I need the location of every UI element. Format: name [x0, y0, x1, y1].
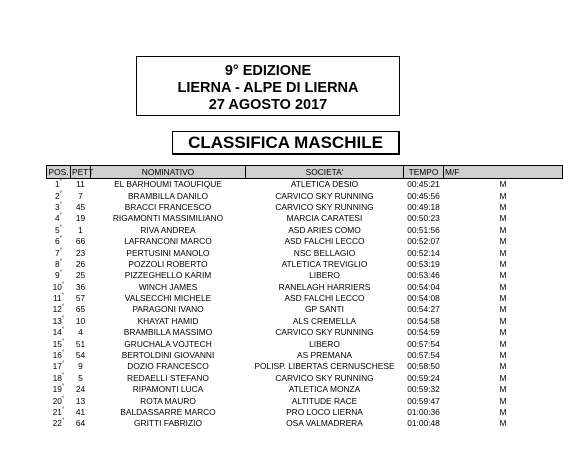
cell-bib: 41	[75, 407, 86, 417]
ordinal-mark: °	[61, 338, 65, 345]
cell-time: 00:54:58	[407, 315, 440, 326]
cell-bib: 24	[75, 384, 86, 395]
table-row	[47, 225, 563, 236]
cell-time: 00:53:46	[407, 270, 440, 281]
col-header-name: NOMINATIVO	[91, 166, 246, 179]
cell-time: 01:00:48	[407, 418, 440, 429]
table-row	[47, 384, 563, 395]
cell-bib: 4	[78, 327, 83, 338]
cell-team: ATLETICA DESIO	[290, 179, 359, 190]
cell-name: WINCH JAMES	[138, 281, 198, 292]
table-row	[47, 338, 563, 349]
cell-name: DOZIO FRANCESCO	[127, 361, 209, 372]
position-number: 6	[54, 236, 60, 247]
cell-position	[47, 190, 71, 201]
cell-bib: 1	[78, 224, 83, 235]
cell-team: POLISP. LIBERTAS CERNUSCHESE	[254, 361, 395, 372]
cell-time: 00:50:23	[407, 213, 440, 224]
cell-time: 00:51:56	[407, 224, 440, 235]
ordinal-mark: °	[61, 327, 65, 334]
table-row	[47, 316, 563, 327]
col-header-time: TEMPO	[404, 166, 444, 179]
cell-time: 00:52:07	[407, 236, 440, 247]
position-number: 15	[52, 338, 62, 349]
cell-time: 00:59:24	[407, 372, 440, 383]
cell-position	[47, 316, 71, 327]
cell-team: GP SANTI	[305, 304, 344, 315]
position-number: 13	[52, 315, 62, 326]
cell-category: M	[499, 372, 507, 383]
position-number: 8	[54, 258, 60, 269]
cell-team: LIBERO	[309, 270, 340, 281]
position-number: 1	[54, 179, 60, 190]
cell-position	[47, 338, 71, 349]
table-row	[47, 259, 563, 270]
position-number: 5	[54, 224, 60, 235]
cell-category: M	[499, 270, 507, 281]
ordinal-mark: °	[61, 372, 65, 379]
cell-name: POZZOLI ROBERTO	[128, 258, 208, 269]
event-name: LIERNA - ALPE DI LIERNA	[177, 80, 359, 96]
col-header-bib: PETT	[72, 167, 94, 177]
table-header-row	[47, 166, 563, 179]
cell-bib: 51	[75, 338, 86, 349]
cell-name: PARAGONI IVANO	[132, 304, 204, 315]
cell-name: RIPAMONTI LUCA	[132, 384, 204, 395]
ordinal-mark: °	[59, 247, 63, 254]
cell-bib: 5	[78, 372, 83, 383]
cell-category: M	[499, 418, 507, 429]
cell-name: BALDASSARRE MARCO	[120, 407, 216, 417]
results-table	[46, 165, 563, 430]
cell-position	[47, 395, 71, 406]
cell-team: CARVICO SKY RUNNING	[275, 372, 374, 383]
position-number: 20	[52, 395, 62, 406]
ordinal-mark: °	[59, 179, 63, 186]
table-row	[47, 350, 563, 361]
position-number: 10	[52, 281, 62, 292]
cell-bib: 25	[75, 270, 86, 281]
cell-category: M	[499, 281, 507, 292]
cell-category: M	[499, 213, 507, 224]
position-number: 9	[54, 270, 60, 281]
cell-time: 00:45:21	[407, 179, 440, 190]
cell-position	[47, 179, 71, 191]
cell-team: ALTITUDE RACE	[291, 395, 358, 406]
col-header-team: SOCIETA'	[246, 166, 404, 179]
cell-name: BRACCI FRANCESCO	[124, 201, 212, 212]
cell-team: CARVICO SKY RUNNING	[275, 201, 374, 212]
position-number: 12	[52, 304, 62, 315]
cell-category: M	[499, 224, 507, 235]
cell-position	[47, 361, 71, 372]
cell-bib: 23	[75, 247, 86, 258]
cell-bib: 45	[75, 201, 86, 212]
cell-team: LIBERO	[309, 338, 340, 349]
cell-name: VALSECCHI MICHELE	[124, 293, 212, 304]
position-number: 22	[52, 418, 62, 429]
cell-name: RIGAMONTI MASSIMILIANO	[112, 213, 224, 224]
table-row	[47, 327, 563, 338]
cell-team: ASD FALCHI LECCO	[284, 236, 365, 247]
position-number: 7	[54, 247, 60, 258]
ordinal-mark: °	[59, 270, 63, 277]
cell-bib: 66	[75, 236, 86, 247]
cell-category: M	[499, 384, 507, 395]
table-row	[47, 395, 563, 406]
cell-team: CARVICO SKY RUNNING	[275, 327, 374, 338]
cell-position	[47, 236, 71, 247]
cell-category: M	[499, 407, 507, 417]
cell-name: KHAYAT HAMID	[137, 315, 199, 326]
ordinal-mark: °	[61, 384, 65, 391]
cell-team: ATLETICA MONZA	[288, 384, 361, 395]
col-header-pos: POS.	[48, 167, 69, 177]
ordinal-mark: °	[59, 190, 63, 197]
cell-position	[47, 259, 71, 270]
position-number: 2	[54, 190, 60, 201]
table-row	[47, 361, 563, 372]
cell-position	[47, 304, 71, 315]
cell-name: RIVA ANDREA	[140, 224, 196, 235]
cell-category: M	[499, 190, 507, 201]
table-row	[47, 213, 563, 224]
cell-bib: 13	[75, 395, 86, 406]
cell-category: M	[499, 258, 507, 269]
ordinal-mark: °	[59, 258, 63, 265]
cell-team: ATLETICA TREVIGLIO	[281, 258, 368, 269]
cell-position	[47, 213, 71, 224]
cell-category: M	[499, 201, 507, 212]
cell-position	[47, 373, 71, 384]
table-row	[47, 202, 563, 213]
cell-category: M	[499, 304, 507, 315]
table-row	[47, 179, 563, 191]
cell-position	[47, 270, 71, 281]
ordinal-mark: °	[61, 361, 65, 368]
cell-bib: 19	[75, 213, 86, 224]
cell-team: RANELAGH HARRIERS	[278, 281, 371, 292]
classification-title: CLASSIFICA MASCHILE	[172, 131, 400, 155]
cell-time: 00:52:14	[407, 247, 440, 258]
cell-bib: 26	[75, 258, 86, 269]
cell-name: PIZZEGHELLO KARIM	[124, 270, 212, 281]
position-number: 14	[52, 327, 62, 338]
cell-bib: 11	[76, 179, 85, 190]
table-row	[47, 304, 563, 315]
position-number: 17	[52, 361, 62, 372]
ordinal-mark: °	[61, 304, 65, 311]
cell-category: M	[499, 327, 507, 338]
cell-time: 00:54:08	[407, 293, 440, 304]
cell-category: M	[499, 361, 507, 372]
cell-category: M	[499, 395, 507, 406]
cell-time: 00:59:47	[407, 395, 440, 406]
cell-category: M	[499, 179, 507, 190]
cell-position	[47, 418, 71, 429]
table-row	[47, 282, 563, 293]
ordinal-mark: °	[59, 213, 63, 220]
position-number: 4	[54, 213, 60, 224]
cell-time: 00:59:32	[407, 384, 440, 395]
cell-team: AS PREMANA	[297, 350, 352, 361]
table-row	[47, 190, 563, 201]
cell-time: 00:54:59	[407, 327, 440, 338]
cell-name: LAFRANCONI MARCO	[124, 236, 212, 247]
cell-team: ALS CREMELLA	[292, 315, 357, 326]
cell-name: PERTUSINI MANOLO	[126, 247, 210, 258]
cell-name: BRAMBILLA DANILO	[127, 190, 209, 201]
cell-time: 00:49:18	[407, 201, 440, 212]
cell-name: ROTA MAURO	[140, 395, 196, 406]
table-body	[47, 179, 563, 430]
cell-category: M	[499, 236, 507, 247]
ordinal-mark: °	[59, 224, 63, 231]
cell-name: GRUCHALA VOJTECH	[124, 338, 212, 349]
table-row	[47, 247, 563, 258]
position-number: 19	[52, 384, 62, 395]
cell-name: EL BARHOUMI TAOUFIQUE	[114, 179, 222, 190]
cell-team: PRO LOCO LIERNA	[286, 407, 363, 417]
cell-time: 01:00:36	[407, 407, 440, 417]
cell-category: M	[499, 350, 507, 361]
table-row	[47, 293, 563, 304]
cell-bib: 9	[78, 361, 83, 372]
cell-team: OSA VALMADRERA	[286, 418, 363, 429]
cell-position	[47, 327, 71, 338]
cell-time: 00:57:54	[407, 338, 440, 349]
cell-bib: 10	[75, 315, 86, 326]
cell-position	[47, 293, 71, 304]
cell-bib: 36	[75, 281, 86, 292]
table-row	[47, 236, 563, 247]
event-header	[136, 56, 400, 116]
position-number: 11	[52, 293, 62, 304]
cell-bib: 57	[75, 293, 86, 304]
cell-bib: 65	[75, 304, 86, 315]
cell-time: 00:53:19	[407, 258, 440, 269]
cell-team: ASD ARIES COMO	[288, 224, 361, 235]
ordinal-mark: °	[61, 395, 65, 402]
table-row	[47, 270, 563, 281]
cell-team: ASD FALCHI LECCO	[284, 293, 365, 304]
cell-position	[47, 384, 71, 395]
cell-bib: 7	[78, 190, 83, 201]
table-row	[47, 418, 563, 429]
ordinal-mark: °	[59, 201, 63, 208]
cell-bib: 54	[75, 350, 86, 361]
cell-position	[47, 350, 71, 361]
cell-time: 00:45:56	[407, 190, 440, 201]
ordinal-mark: °	[61, 407, 65, 413]
table-row	[47, 373, 563, 384]
cell-category: M	[499, 315, 507, 326]
cell-name: BERTOLDINI GIOVANNI	[121, 350, 215, 361]
ordinal-mark: °	[61, 293, 65, 300]
cell-time: 00:57:54	[407, 350, 440, 361]
cell-position	[47, 407, 71, 418]
cell-time: 00:58:50	[407, 361, 440, 372]
cell-team: MARCIA CARATESI	[286, 213, 363, 224]
event-edition: 9° EDIZIONE	[224, 63, 312, 79]
cell-time: 00:54:04	[407, 281, 440, 292]
event-date: 27 AGOSTO 2017	[208, 97, 328, 113]
position-number: 21	[52, 407, 62, 417]
cell-position	[47, 282, 71, 293]
col-header-cat: M/F	[444, 166, 563, 179]
table-row	[47, 407, 563, 418]
cell-team: CARVICO SKY RUNNING	[275, 190, 374, 201]
cell-position	[47, 225, 71, 236]
cell-name: GRITTI FABRIZIO	[134, 418, 202, 429]
position-number: 18	[52, 372, 62, 383]
cell-bib: 64	[75, 418, 86, 429]
cell-team: NSC BELLAGIO	[293, 247, 356, 258]
cell-position	[47, 247, 71, 258]
ordinal-mark: °	[61, 315, 65, 322]
ordinal-mark: °	[59, 236, 63, 243]
cell-category: M	[499, 338, 507, 349]
ordinal-mark: °	[61, 281, 65, 288]
position-number: 16	[52, 350, 62, 361]
cell-time: 00:54:27	[407, 304, 440, 315]
ordinal-mark: °	[61, 350, 65, 357]
cell-category: M	[499, 247, 507, 258]
cell-name: BRAMBILLA MASSIMO	[123, 327, 213, 338]
ordinal-mark: °	[61, 418, 65, 425]
cell-position	[47, 202, 71, 213]
cell-name: REDAELLI STEFANO	[127, 372, 209, 383]
position-number: 3	[54, 201, 60, 212]
cell-category: M	[499, 293, 507, 304]
